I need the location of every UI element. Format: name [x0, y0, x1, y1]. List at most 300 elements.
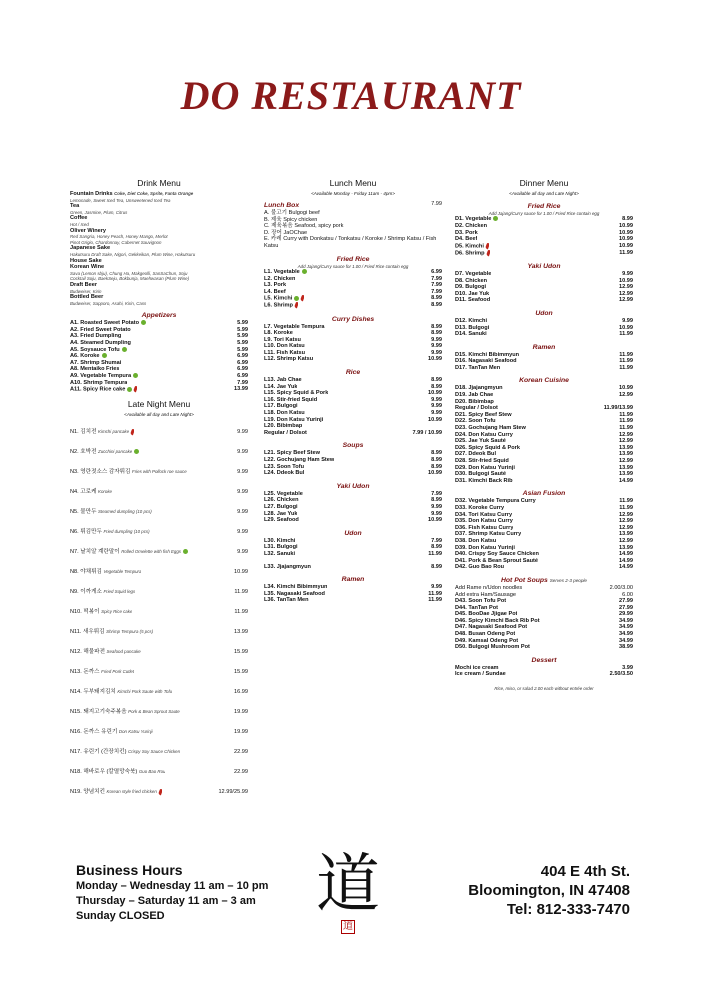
item-price: 2.00/3.00	[609, 584, 633, 591]
item-description: Pork & Bean Sprout Saute	[128, 709, 180, 715]
menu-item	[455, 412, 633, 419]
menu-item	[455, 216, 633, 223]
item-price: 12.99	[619, 537, 633, 544]
menu-item	[455, 385, 633, 392]
menu-item	[264, 330, 442, 337]
item-price: 7.99	[431, 275, 442, 282]
item-price: 3.99	[622, 664, 633, 671]
item-description: Fries with Pollock roe sauce	[132, 469, 187, 475]
menu-item	[455, 331, 633, 338]
item-price: 13.99	[619, 444, 633, 451]
item-name: N14. 두부돼지김치 Kimchi Pork Saute with Tofu	[70, 689, 173, 696]
menu-item	[455, 631, 633, 638]
item-name: N5. 물만두 Steamed dumpling (10 pcs)	[70, 509, 152, 516]
item-name: L22. Gochujang Ham Stew	[264, 457, 335, 463]
item-price: 13.99	[619, 544, 633, 551]
item-price: 12.99	[619, 297, 633, 304]
item-price: 34.99	[619, 631, 633, 638]
menu-item	[264, 597, 442, 604]
menu-item	[264, 551, 442, 558]
menu-item	[264, 538, 442, 545]
menu-item	[455, 531, 633, 538]
lunch-ramen-list	[264, 584, 442, 604]
item-name: Regular / Dolsot	[264, 429, 307, 436]
item-name: D27. Ddeok Bul	[455, 451, 497, 458]
dinner-fried-rice-heading: Fried Rice	[527, 203, 561, 210]
item-name: L17. Bulgogi	[264, 403, 298, 410]
item-price: 12.99	[619, 438, 633, 445]
menu-item	[264, 384, 442, 391]
item-name: L7. Vegetable Tempura	[264, 323, 325, 330]
menu-item	[70, 386, 248, 393]
vegetarian-icon	[141, 320, 146, 325]
item-price: 8.99	[622, 216, 633, 223]
drink-description: Cocktail Soju, BaekSeju, Bokbunja, Maehwasan (Plum Wine)	[70, 276, 190, 282]
menu-item	[455, 438, 633, 445]
item-name: N1. 김치전 Kimchi pancake	[70, 422, 134, 442]
menu-item	[264, 497, 442, 504]
menu-item	[264, 350, 442, 357]
item-name: L16. Stir-fried Squid	[264, 396, 318, 403]
menu-item	[455, 592, 633, 599]
item-name: L1. Vegetable	[264, 269, 307, 276]
menu-item	[70, 442, 248, 462]
item-price: 11.99	[619, 358, 633, 365]
item-name: D48. Busan Odeng Pot	[455, 631, 516, 638]
item-name: D39. Don Katsu Yurinji	[455, 544, 515, 551]
item-price: 13.99	[619, 464, 633, 471]
dinner-fried-rice-note: Add Jajang/Curry sauce for 1.00 / Fried Rice contain egg	[488, 211, 600, 216]
lunch-soups-heading: Soups	[342, 442, 364, 450]
item-price: 9.99	[431, 349, 442, 356]
menu-item	[455, 352, 633, 359]
menu-item	[455, 564, 633, 571]
item-name: N6. 튀김만두 Fried dumpling (10 pcs)	[70, 529, 150, 536]
drink-description: Sava (Lemon sbju), Chung Ha, Makgeolli, SanSaChun, Soju	[70, 270, 188, 276]
item-price: 11.99	[619, 364, 633, 371]
address-city: Bloomington, IN 47408	[468, 882, 630, 899]
item-price: 10.99	[428, 517, 442, 524]
item-price: 12.99/25.99	[218, 789, 248, 796]
item-price: 14.99	[619, 557, 633, 564]
dinner-hotpot-list	[455, 598, 633, 651]
item-name: L4. Beef	[264, 288, 286, 295]
item-price: 19.99	[234, 709, 248, 716]
item-name: L35. Nagasaki Seafood	[264, 590, 325, 597]
item-price: 8.99	[431, 383, 442, 390]
menu-item	[455, 518, 633, 525]
item-price: 34.99	[619, 617, 633, 624]
item-name: L8. Koroke	[264, 330, 293, 337]
item-price: 13.99	[234, 629, 248, 636]
item-name: L24. Ddeok Bul	[264, 470, 305, 477]
menu-item	[455, 405, 633, 412]
vegetarian-icon	[133, 373, 138, 378]
menu-item	[455, 458, 633, 465]
item-price: 10.99	[619, 277, 633, 284]
item-price: 11.99	[234, 589, 248, 596]
item-price: 11.99	[619, 498, 633, 505]
menu-item	[264, 464, 442, 471]
drink-description: Pinot Grigio, Chardonnay, Cabernet Sauvignon	[70, 239, 162, 245]
menu-item	[264, 423, 442, 430]
lunch-box-item: E. 카레 Curry with Donkatsu / Tonkatsu / Koroke / Shrimp Katsu / Fish Katsu	[264, 236, 437, 249]
lunch-box-price: 7.99	[431, 201, 442, 207]
menu-item	[70, 622, 248, 642]
dinner-hotpot-addons	[455, 585, 633, 598]
menu-item	[70, 380, 248, 387]
late-night-heading: Late Night Menu	[127, 399, 191, 410]
menu-item	[455, 243, 633, 250]
item-name: D19. Jab Chae	[455, 392, 494, 399]
item-name: L20. Bibimbap	[264, 423, 303, 430]
menu-item	[455, 418, 633, 425]
lunch-curry-heading: Curry Dishes	[331, 315, 375, 323]
menu-item	[70, 702, 248, 722]
item-price: 5.99	[237, 333, 248, 340]
menu-item	[264, 276, 442, 283]
item-description: Don Katsu Yurinji	[118, 729, 153, 735]
menu-item	[264, 356, 442, 363]
menu-item	[70, 422, 248, 442]
item-price: 19.99	[234, 729, 248, 736]
address-phone: Tel: 812-333-7470	[506, 901, 630, 918]
dinner-dessert-list	[455, 665, 633, 678]
drink-description: Budweiser, Kirin	[70, 288, 102, 294]
lunch-column	[264, 178, 442, 604]
item-name: N8. 야채튀김 Vegetable Tempura	[70, 569, 142, 576]
menu-item	[455, 250, 633, 257]
menu-item	[70, 502, 248, 522]
item-price: 11.99	[234, 609, 248, 616]
item-price: 12.99	[619, 392, 633, 399]
item-price: 13.99	[619, 471, 633, 478]
item-price: 16.99	[234, 689, 248, 696]
item-price: 15.99	[234, 669, 248, 676]
menu-item	[455, 545, 633, 552]
item-price: 8.99	[431, 377, 442, 384]
item-description: Fried Squid legs	[103, 589, 136, 595]
dinner-yaki-list	[455, 271, 633, 304]
item-price: 13.99	[234, 386, 248, 393]
item-price: 10.99	[619, 229, 633, 236]
lunch-jjajang-price: 8.99	[431, 563, 442, 570]
dinner-hotpot-heading: Hot Pot Soups Serves 2-3 people	[500, 576, 587, 584]
item-name: D31. Kimchi Back Rib	[455, 477, 513, 484]
menu-item	[455, 471, 633, 478]
item-name: D50. Bulgogi Mushroom Pot	[455, 644, 530, 651]
item-price: 6.99	[237, 366, 248, 373]
item-name: A6. Koroke	[70, 353, 107, 360]
item-name: D35. Don Katsu Curry	[455, 518, 513, 525]
item-price: 13.99	[619, 531, 633, 538]
menu-item	[455, 498, 633, 505]
item-name: L15. Spicy Squid & Pork	[264, 390, 329, 397]
item-price: 7.99	[431, 288, 442, 295]
item-name: N10. 떡볶이 Spicy Rice cake	[70, 609, 133, 616]
vegetarian-icon	[183, 549, 188, 554]
logo-stamp: 道	[343, 921, 353, 932]
menu-item	[264, 337, 442, 344]
menu-item	[455, 318, 633, 325]
item-price: 11.99	[619, 418, 633, 425]
item-price: 10.99	[428, 470, 442, 477]
item-name: D40. Crispy Soy Sauce Chicken	[455, 551, 539, 558]
dinner-udon-list	[455, 318, 633, 338]
item-price: 5.99	[237, 340, 248, 347]
item-name: D21. Spicy Beef Stew	[455, 411, 512, 418]
item-name: D42. Guo Bao Rou	[455, 564, 505, 571]
item-name: D3. Pork	[455, 229, 478, 236]
item-name: D5. Kimchi	[455, 243, 489, 250]
item-price: 9.99	[431, 336, 442, 343]
menu-item	[70, 542, 248, 562]
item-description: Spicy Rice cake	[101, 609, 133, 615]
menu-item	[264, 295, 442, 302]
lunch-box-item: C. 제육볶음 Seafood, spicy pork	[264, 223, 344, 230]
vegetarian-icon	[122, 347, 127, 352]
item-name: D32. Vegetable Tempura Curry	[455, 498, 536, 505]
item-price: 10.99	[619, 223, 633, 229]
menu-item	[455, 558, 633, 565]
menu-item	[455, 465, 633, 472]
item-name: D9. Bulgogi	[455, 284, 487, 291]
item-price: 7.99	[431, 282, 442, 289]
menu-item	[70, 682, 248, 702]
item-price: 34.99	[619, 637, 633, 644]
item-name: A10. Shrimp Tempura	[70, 379, 128, 386]
item-price: 12.99	[619, 458, 633, 464]
spicy-icon	[158, 788, 162, 795]
menu-item	[70, 327, 248, 334]
menu-item	[70, 562, 248, 582]
menu-item	[70, 722, 248, 742]
spicy-icon	[486, 250, 490, 256]
menu-item	[455, 325, 633, 332]
item-price: 8.99	[431, 457, 442, 463]
item-price: 10.99	[234, 569, 248, 576]
item-name: A5. Soysauce Tofu	[70, 347, 127, 354]
menu-item	[455, 236, 633, 243]
item-name: A9. Vegetable Tempura	[70, 373, 138, 380]
item-description: Steamed dumpling (10 pcs)	[98, 509, 152, 515]
menu-item	[70, 582, 248, 602]
item-name: L11. Fish Katsu	[264, 349, 306, 356]
menu-item	[70, 333, 248, 340]
drink-name: Bottled Beer	[70, 294, 104, 301]
drink-description: Green, Jasmine, Plum, Citrus	[70, 209, 128, 215]
item-name: D47. Nagasaki Seafood Pot	[455, 624, 528, 631]
menu-item	[264, 324, 442, 331]
item-price: 8.99	[431, 544, 442, 551]
item-price: 10.99	[619, 324, 633, 331]
item-description: Fried dumpling (10 pcs)	[103, 529, 150, 535]
menu-item	[455, 432, 633, 439]
spicy-icon	[294, 302, 298, 308]
item-price: 38.99	[619, 644, 633, 651]
lunch-box-heading: Lunch Box	[264, 202, 300, 209]
lunch-box-list	[264, 210, 442, 250]
menu-item	[455, 505, 633, 512]
menu-item	[70, 347, 248, 354]
menu-item	[70, 373, 248, 380]
item-price: 10.99	[619, 236, 633, 243]
item-name: L28. Jae Yuk	[264, 510, 298, 517]
item-price: 7.99	[431, 537, 442, 544]
lunch-udon-list	[264, 538, 442, 558]
menu-item	[70, 353, 248, 360]
menu-item	[264, 591, 442, 598]
menu-item	[70, 366, 248, 373]
item-name: A2. Fried Sweet Potato	[70, 326, 131, 333]
menu-item	[455, 585, 633, 592]
hours-line: Sunday CLOSED	[76, 910, 165, 922]
menu-item	[455, 624, 633, 631]
hours-title: Business Hours	[76, 862, 183, 878]
item-price: 8.99	[431, 323, 442, 330]
item-price: 9.99	[237, 469, 248, 476]
lunch-rice-heading: Rice	[345, 369, 361, 377]
item-name: L5. Kimchi	[264, 295, 304, 302]
item-description: Kimchi pancake	[98, 429, 130, 435]
address-block	[468, 862, 630, 919]
item-price: 9.99	[431, 396, 442, 403]
menu-item	[455, 538, 633, 545]
menu-item	[264, 450, 442, 457]
menu-item	[264, 302, 442, 309]
item-price: 9.99	[237, 449, 248, 456]
item-name: A8. Mentaiko Fries	[70, 366, 120, 373]
menu-item	[264, 417, 442, 424]
drink-name: Tea	[70, 203, 80, 210]
item-price: 12.99	[619, 511, 633, 518]
drink-description: Coke, Diet Coke, Sprite, Fanta Orange	[114, 191, 194, 196]
item-name: L23. Soon Tofu	[264, 463, 304, 470]
item-name: N9. 이까게소 Fried Squid legs	[70, 589, 136, 596]
menu-item	[264, 584, 442, 591]
item-price: 5.99	[237, 320, 248, 327]
item-name: L34. Kimchi Bibimmyun	[264, 584, 328, 591]
menu-item	[264, 410, 442, 417]
item-price: 12.99	[619, 284, 633, 291]
item-name: L29. Seafood	[264, 517, 299, 524]
item-name: L21. Spicy Beef Stew	[264, 450, 320, 457]
item-price: 9.99	[431, 343, 442, 350]
dinner-korean-list	[455, 385, 633, 484]
vegetarian-icon	[134, 449, 139, 454]
item-price: 10.99	[428, 356, 442, 363]
item-name: D1. Vegetable	[455, 216, 498, 223]
item-name: Regular / Dolsot	[455, 405, 498, 412]
drink-name: Coffee	[70, 215, 88, 222]
item-price: 11.99	[428, 590, 442, 597]
menu-item	[264, 390, 442, 397]
item-description: Kimchi Pork Saute with Tofu	[117, 689, 173, 695]
drink-description: Budweiser, Sapporo, Asahi, Kirin, Cass	[70, 300, 147, 306]
menu-item	[70, 742, 248, 762]
item-price: 10.99	[619, 242, 633, 249]
menu-item	[70, 642, 248, 662]
item-price: 11.99	[619, 425, 633, 432]
item-name: D12. Kimchi	[455, 317, 488, 324]
lunch-yaki-list	[264, 491, 442, 524]
menu-item	[264, 491, 442, 498]
item-name: D20. Bibimbap	[455, 398, 494, 405]
item-price: 11.99	[619, 351, 633, 358]
menu-item	[264, 403, 442, 410]
item-name: A3. Fried Dumpling	[70, 333, 122, 340]
drink-name: Draft Beer	[70, 281, 98, 288]
item-price: 11.99	[619, 504, 633, 511]
menu-item	[455, 271, 633, 278]
spicy-icon	[133, 386, 137, 392]
dinner-fusion-heading: Asian Fusion	[522, 490, 566, 498]
item-price: 6.99	[237, 373, 248, 380]
item-description: Korean style fried chicken	[106, 789, 157, 795]
item-description: Rolled Omelette with fish Eggs	[121, 549, 181, 555]
drink-name: Japanese Sake	[70, 245, 111, 252]
drink-description: Hot / Iced	[70, 221, 89, 227]
menu-item	[455, 512, 633, 519]
menu-item	[455, 291, 633, 298]
lunch-udon-heading: Udon	[344, 529, 362, 537]
menu-item	[455, 644, 633, 651]
item-price: 14.99	[619, 564, 633, 571]
menu-item	[455, 278, 633, 285]
item-name: L6. Shrimp	[264, 302, 298, 309]
item-price: 11.99/13.99	[603, 405, 633, 412]
item-name: L25. Vegetable	[264, 490, 303, 497]
lunch-curry-list	[264, 324, 442, 364]
item-price: 7.99	[431, 490, 442, 497]
drink-name: House Sake	[70, 257, 102, 264]
vegetarian-icon	[294, 296, 299, 301]
item-price: 7.99	[237, 379, 248, 386]
drink-list	[70, 191, 248, 306]
drink-description: Lemonade, Sweet Iced Tea, Unsweetened Iced Tea	[70, 197, 171, 203]
item-name: D33. Koroke Curry	[455, 504, 505, 511]
item-name: L26. Chicken	[264, 497, 299, 504]
item-price: 6.99	[431, 268, 442, 275]
item-name: A1. Roasted Sweet Potato	[70, 320, 146, 327]
item-name: N16. 돈까스 유린기 Don Katsu Yurinji	[70, 729, 153, 736]
lunch-box-item: A. 불고기 Bulgogi beef	[264, 210, 320, 216]
item-name: Add extra Ham/Sausage	[455, 591, 516, 598]
menu-item	[264, 511, 442, 518]
menu-item	[455, 425, 633, 432]
item-price: 9.99	[237, 509, 248, 516]
item-name: D16. Nagasaki Seafood	[455, 358, 517, 365]
lunch-fried-rice-heading: Fried Rice	[336, 255, 370, 263]
menu-item	[264, 517, 442, 524]
item-price: 5.99	[237, 326, 248, 333]
item-name: D14. Sanuki	[455, 331, 487, 338]
menu-item	[455, 365, 633, 372]
menu-item	[264, 397, 442, 404]
spicy-icon	[300, 295, 304, 301]
item-name: D38. Don Katsu	[455, 537, 497, 544]
dinner-menu-heading: Dinner Menu	[519, 178, 569, 188]
item-price	[439, 423, 442, 430]
menu-item	[264, 430, 442, 437]
item-name: L32. Sanuki	[264, 550, 296, 557]
item-price: 6.99	[237, 353, 248, 360]
item-name: Mochi ice cream	[455, 664, 499, 671]
menu-item	[455, 551, 633, 558]
item-price: 10.99	[428, 390, 442, 397]
dinner-fusion-list	[455, 498, 633, 571]
item-name: A11. Spicy Rice cake	[70, 386, 137, 393]
